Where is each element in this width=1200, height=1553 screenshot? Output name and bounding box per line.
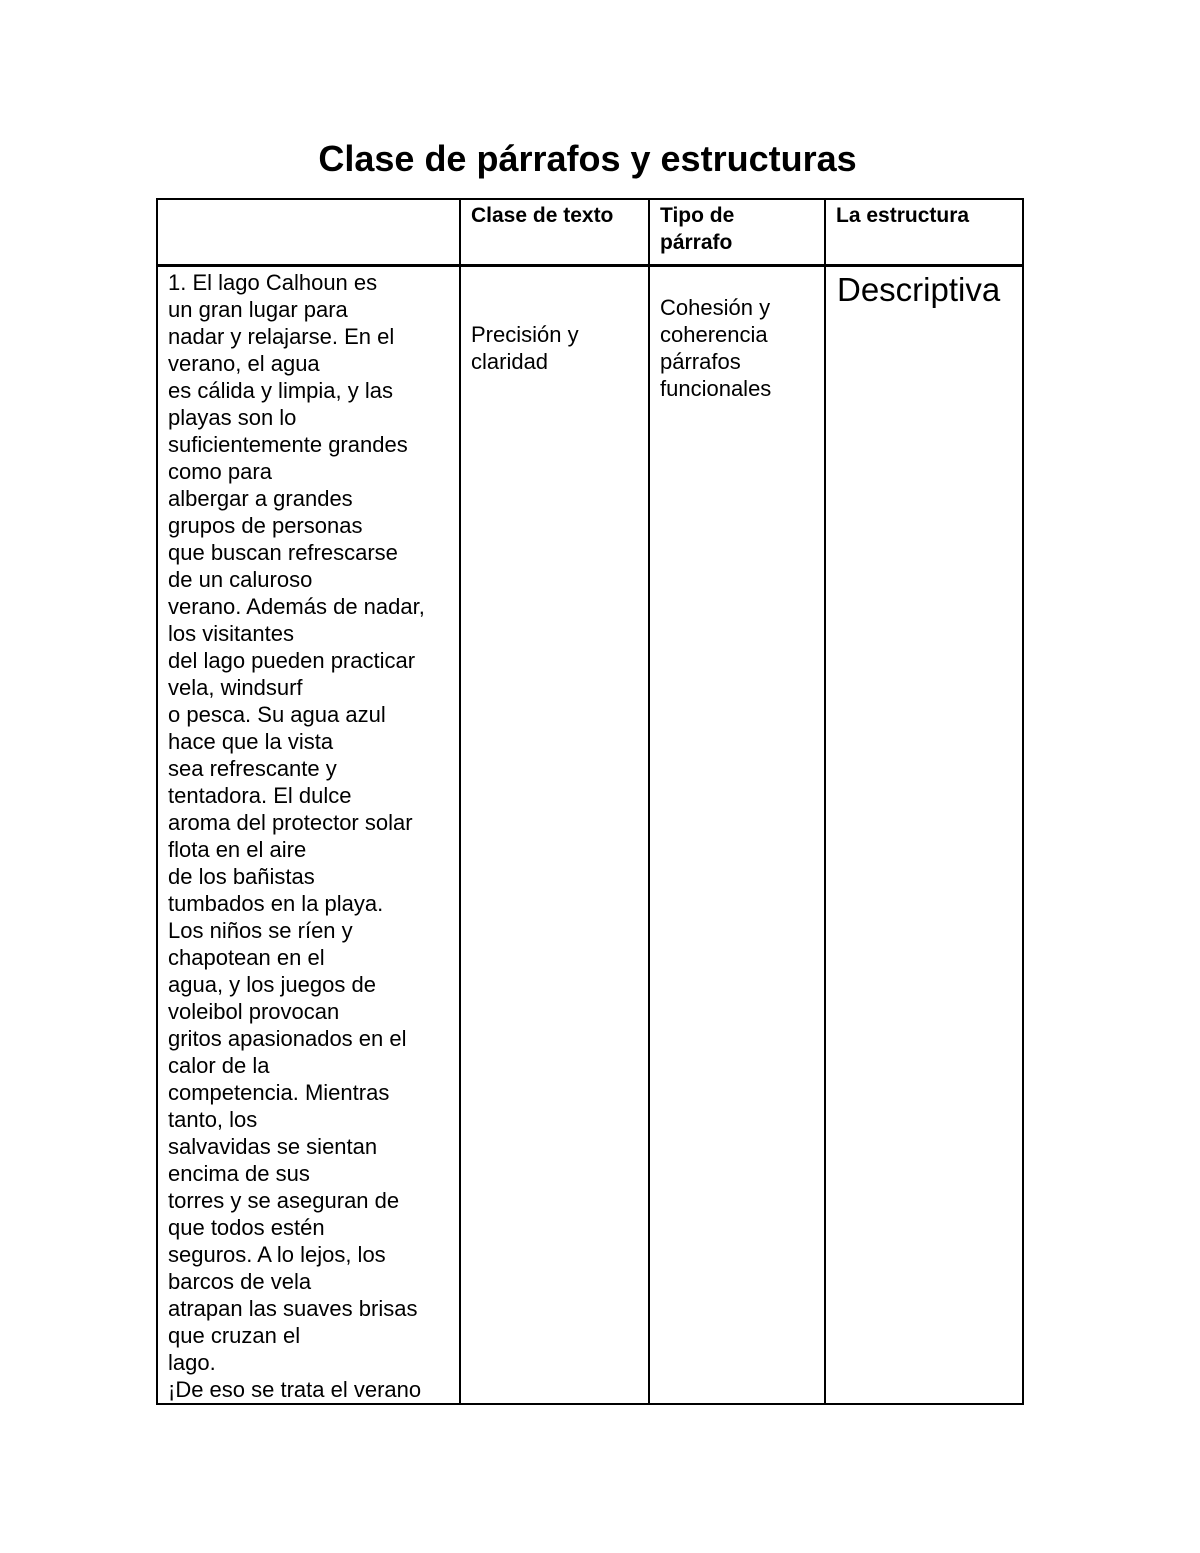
header-label-tipo-de-parrafo: Tipo de párrafo [660,204,735,254]
clase-de-texto-value: Precisión y claridad [471,321,579,374]
estructura-value: Descriptiva [837,270,1001,308]
table-header-row [157,199,1023,265]
header-cell-tipo-de-parrafo [649,199,825,265]
header-label-clase-de-texto: Clase de texto [471,204,614,227]
header-cell-empty [157,199,460,265]
header-label-empty [158,200,459,202]
tipo-de-parrafo-value: Cohesión y coherencia párrafos funcionales [660,294,772,401]
tipo-de-parrafo-cell [649,265,825,1404]
table-row [157,265,1023,1404]
clase-de-texto-cell [460,265,649,1404]
paragraph-cell [157,265,460,1404]
header-cell-clase-de-texto [460,199,649,265]
paragraph-structure-table [156,198,1024,1405]
paragraph-text: 1. El lago Calhoun es un gran lugar para nadar y relajarse. En el verano, el agua es cálida y limpia, y las playas son lo suficientemente grandes como para albergar a grandes grupos de personas que buscan refrescarse de un caluroso verano. Además de nadar, los visitantes del lago pueden practicar vela, windsurf o pesca. Su agua azul hace que la vista sea refrescante y tentadora. El dulce aroma del protector solar flota en el aire de los bañistas tumbados en la playa. Los niños se ríen y chapotean en el agua, y los juegos de voleibol provocan gritos apasionados en el calor de la competencia. Mientras tanto, los salvavidas se sientan encima de sus torres y se aseguran de que todos estén seguros. A lo lejos, los barcos de vela atrapan las suaves brisas que cruzan el lago. ¡De eso se trata el verano [168,269,425,1402]
header-cell-la-estructura [825,199,1023,265]
page-title: Clase de párrafos y estructuras [318,138,857,179]
header-label-la-estructura: La estructura [836,204,970,227]
estructura-cell [825,265,1023,1404]
